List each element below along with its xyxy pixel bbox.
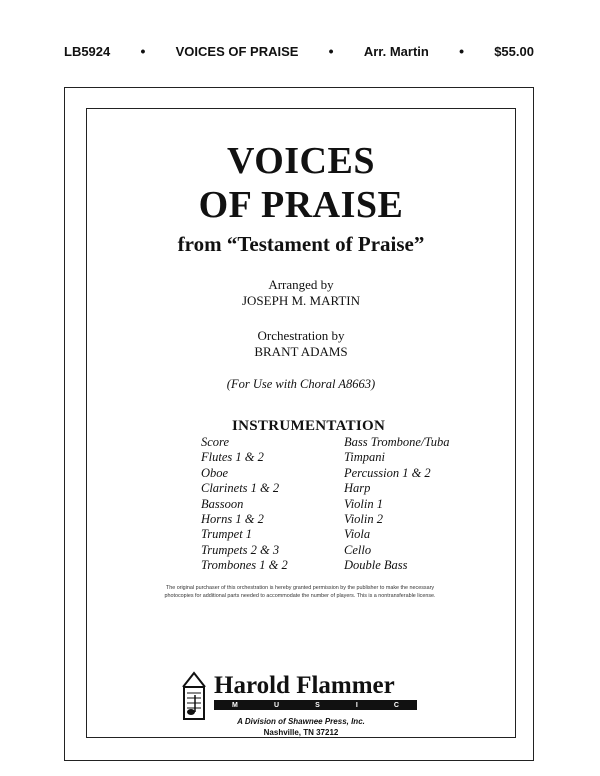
publisher-city: Nashville, TN 37212	[263, 728, 339, 737]
instrument-item: Score	[201, 435, 229, 449]
instrument-item: Horns 1 & 2	[201, 512, 264, 527]
logo-bar-letter: S	[315, 701, 320, 709]
header-arranger: Arr. Martin	[363, 43, 429, 59]
publisher-division: A Division of Shawnee Press, Inc.	[237, 717, 365, 726]
logo-music-bar	[214, 700, 417, 710]
instrument-item: Flutes 1 & 2	[201, 450, 264, 465]
license-notice-line: The original purchaser of this orchestration is hereby granted permission by the publisher to make the necessary	[165, 585, 435, 591]
instrument-list-left	[201, 435, 288, 574]
catalog-header	[64, 43, 534, 59]
instrument-item: Bass Trombone/Tuba	[344, 435, 450, 449]
catalog-code: LB5924	[64, 43, 111, 59]
instrument-item: Harp	[344, 481, 371, 496]
instrument-item: Cello	[344, 542, 372, 557]
subtitle: from “Testament of Praise”	[177, 232, 425, 256]
instrumentation-heading: INSTRUMENTATION	[232, 418, 386, 434]
instrument-item: Oboe	[201, 465, 229, 480]
separator-dot: •	[328, 43, 334, 59]
orchestrator-name: BRANT ADAMS	[254, 344, 348, 359]
license-notice-line: photocopies for additional parts needed to accommodate the number of players. This is a nontransferable license.	[164, 592, 436, 599]
music-note-icon	[180, 669, 208, 722]
instrument-item: Bassoon	[201, 496, 244, 511]
header-price: $55.00	[494, 43, 534, 59]
publisher-info	[86, 716, 516, 738]
title-line-2: OF PRAISE	[198, 184, 404, 226]
logo-bar-letter: I	[355, 701, 358, 709]
logo-bar-letter: U	[273, 701, 280, 709]
orchestration-label: Orchestration by	[257, 328, 345, 343]
instrument-list-right	[344, 435, 449, 574]
publisher-logo	[180, 669, 420, 722]
arranged-label: Arranged by	[268, 277, 334, 292]
instrument-item: Viola	[344, 527, 371, 542]
instrument-item: Violin 2	[344, 512, 384, 527]
instrument-item: Percussion 1 & 2	[344, 465, 431, 480]
separator-dot: •	[140, 43, 146, 59]
instrument-item: Trombones 1 & 2	[201, 558, 288, 573]
instrument-item: Timpani	[344, 450, 385, 465]
instrument-item: Double Bass	[344, 558, 408, 573]
title-line-1: VOICES	[227, 140, 375, 182]
logo-bar-letter: C	[393, 701, 399, 709]
header-title: VOICES OF PRAISE	[175, 43, 299, 59]
arranger-name: JOSEPH M. MARTIN	[241, 293, 361, 308]
instrument-item: Violin 1	[344, 496, 384, 511]
license-notice	[140, 585, 460, 600]
logo-wordmark: Harold Flammer	[214, 672, 395, 699]
logo-bar-letter: M	[232, 701, 238, 709]
separator-dot: •	[459, 43, 464, 59]
instrument-item: Trumpets 2 & 3	[201, 542, 280, 557]
choral-note: (For Use with Choral A8663)	[226, 377, 376, 391]
instrument-item: Trumpet 1	[201, 527, 253, 542]
instrument-item: Clarinets 1 & 2	[201, 481, 280, 496]
